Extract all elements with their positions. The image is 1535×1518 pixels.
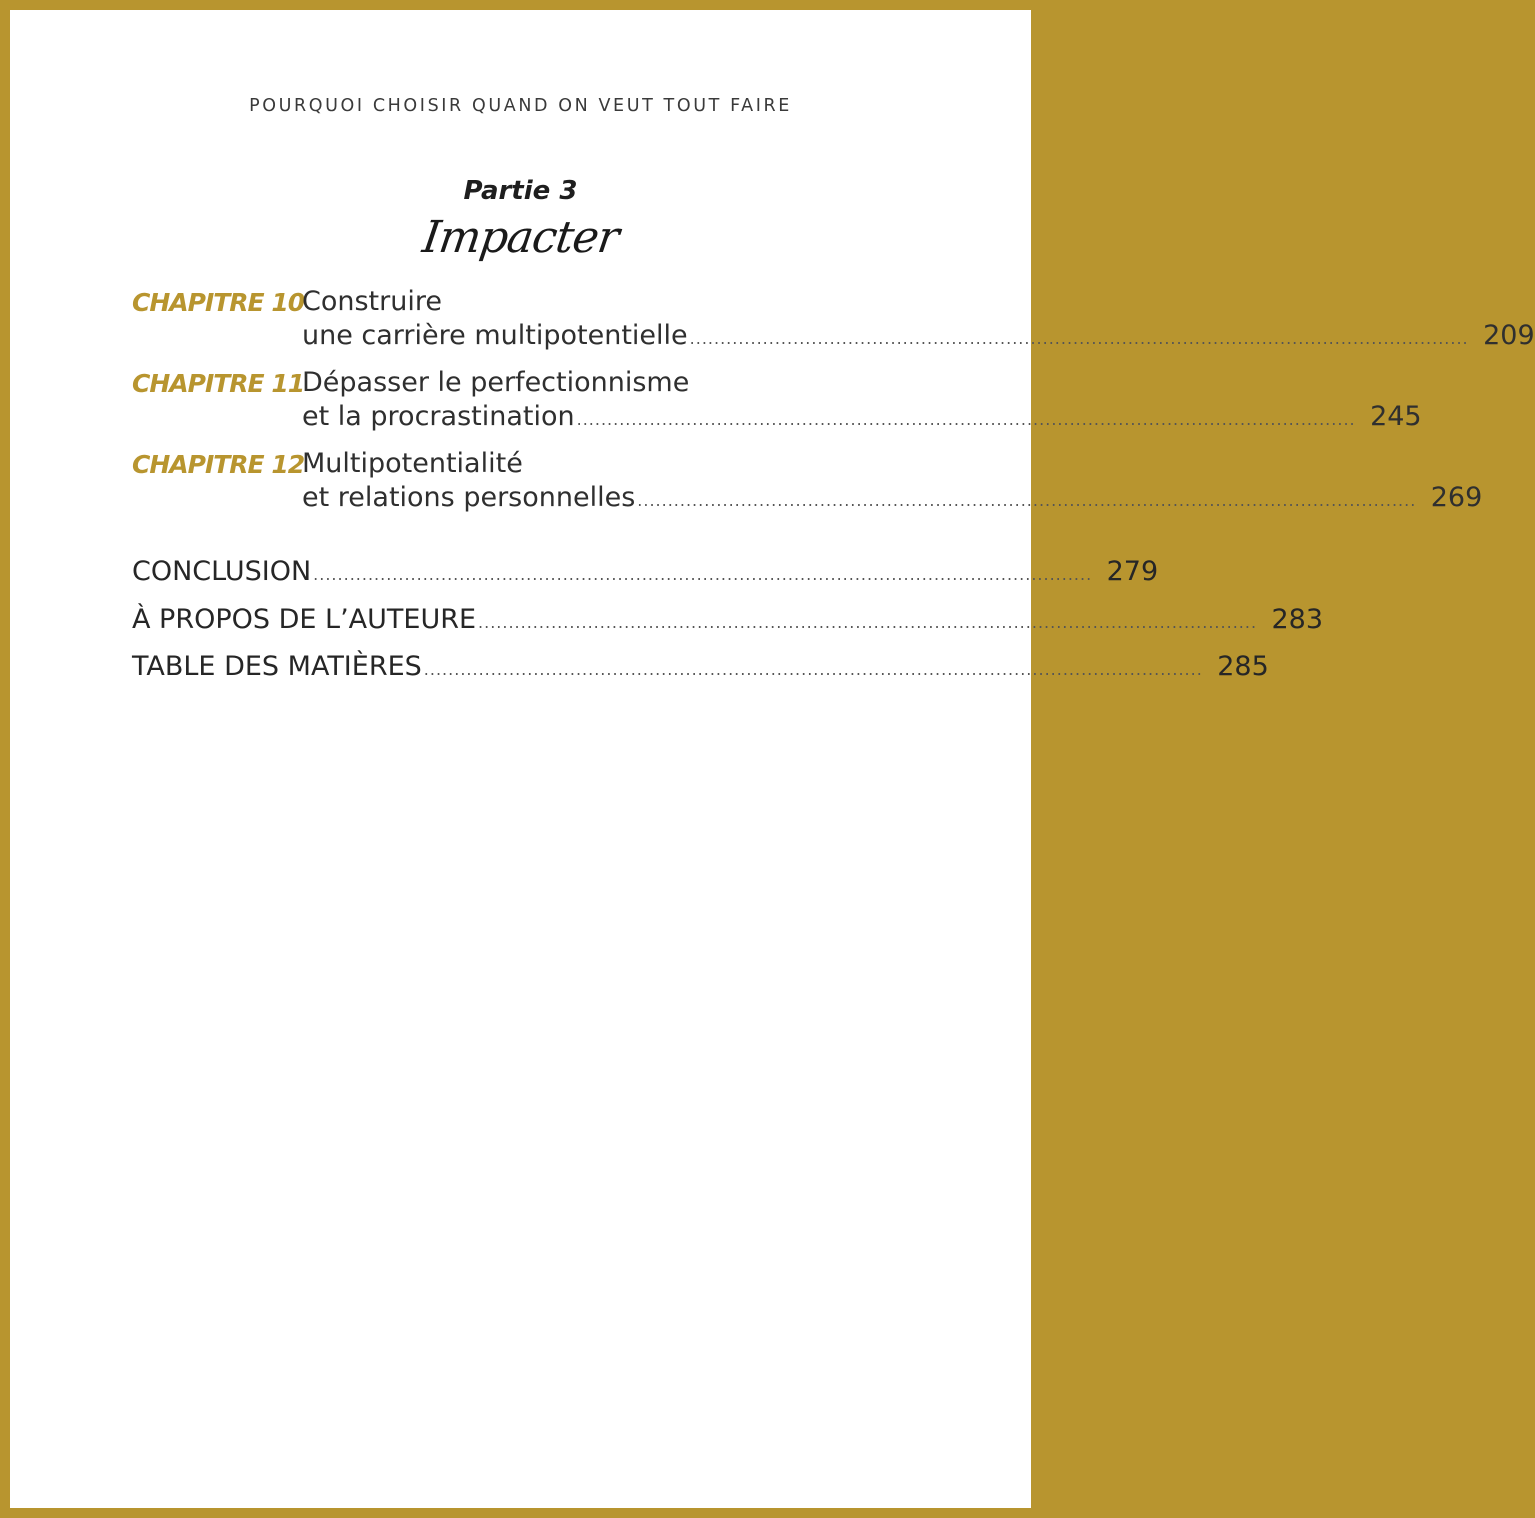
page-number: 269 (1430, 482, 1483, 513)
entry-title: CONCLUSION (132, 556, 312, 587)
toc-entry-conclusion[interactable] (132, 556, 1159, 587)
dot-leader: ................................................................................................................................ (478, 613, 1258, 632)
entry-title: TABLE DES MATIÈRES (132, 651, 422, 682)
dot-leader: ................................................................................................................................ (576, 410, 1356, 429)
dot-leader: ................................................................................................................................ (313, 565, 1093, 584)
chapter-title-line1: Dépasser le perfectionnisme (302, 367, 690, 398)
dot-leader: ................................................................................................................................ (689, 329, 1469, 348)
chapter-title-line2-row (302, 401, 1422, 432)
part-title: Impacter (419, 212, 622, 263)
toc-entry-about-author[interactable] (132, 604, 1324, 635)
running-head: POURQUOI CHOISIR QUAND ON VEUT TOUT FAIRE (249, 96, 792, 116)
part-label: Partie 3 (463, 176, 578, 206)
chapter-title-line2-row (302, 482, 1483, 513)
toc-entry-table-of-contents[interactable] (132, 651, 1269, 682)
page-number: 279 (1106, 556, 1159, 587)
dot-leader: ................................................................................................................................ (637, 491, 1417, 510)
dot-leader: ................................................................................................................................ (423, 660, 1203, 679)
toc-entry-chapter-12[interactable] (132, 448, 1483, 530)
page-number: 285 (1217, 651, 1269, 682)
chapter-label: CHAPITRE 10 (132, 288, 305, 317)
chapter-title-line1: Construire (302, 286, 442, 317)
toc-entry-chapter-10[interactable] (132, 286, 1535, 368)
entry-title: À PROPOS DE L’AUTEURE (132, 604, 477, 635)
page-number: 245 (1370, 401, 1422, 432)
chapter-label: CHAPITRE 11 (132, 369, 305, 398)
chapter-title-line2-row (302, 320, 1535, 351)
page-number: 283 (1271, 604, 1324, 635)
chapter-title-line2: une carrière multipotentielle (302, 320, 688, 351)
chapter-title-line2: et relations personnelles (302, 482, 636, 513)
chapter-title-line1: Multipotentialité (302, 448, 523, 479)
toc-entry-chapter-11[interactable] (132, 367, 1422, 449)
book-page (10, 10, 1535, 1508)
chapter-title-line2: et la procrastination (302, 401, 575, 432)
chapter-label: CHAPITRE 12 (132, 450, 305, 479)
page-number: 209 (1483, 320, 1535, 351)
